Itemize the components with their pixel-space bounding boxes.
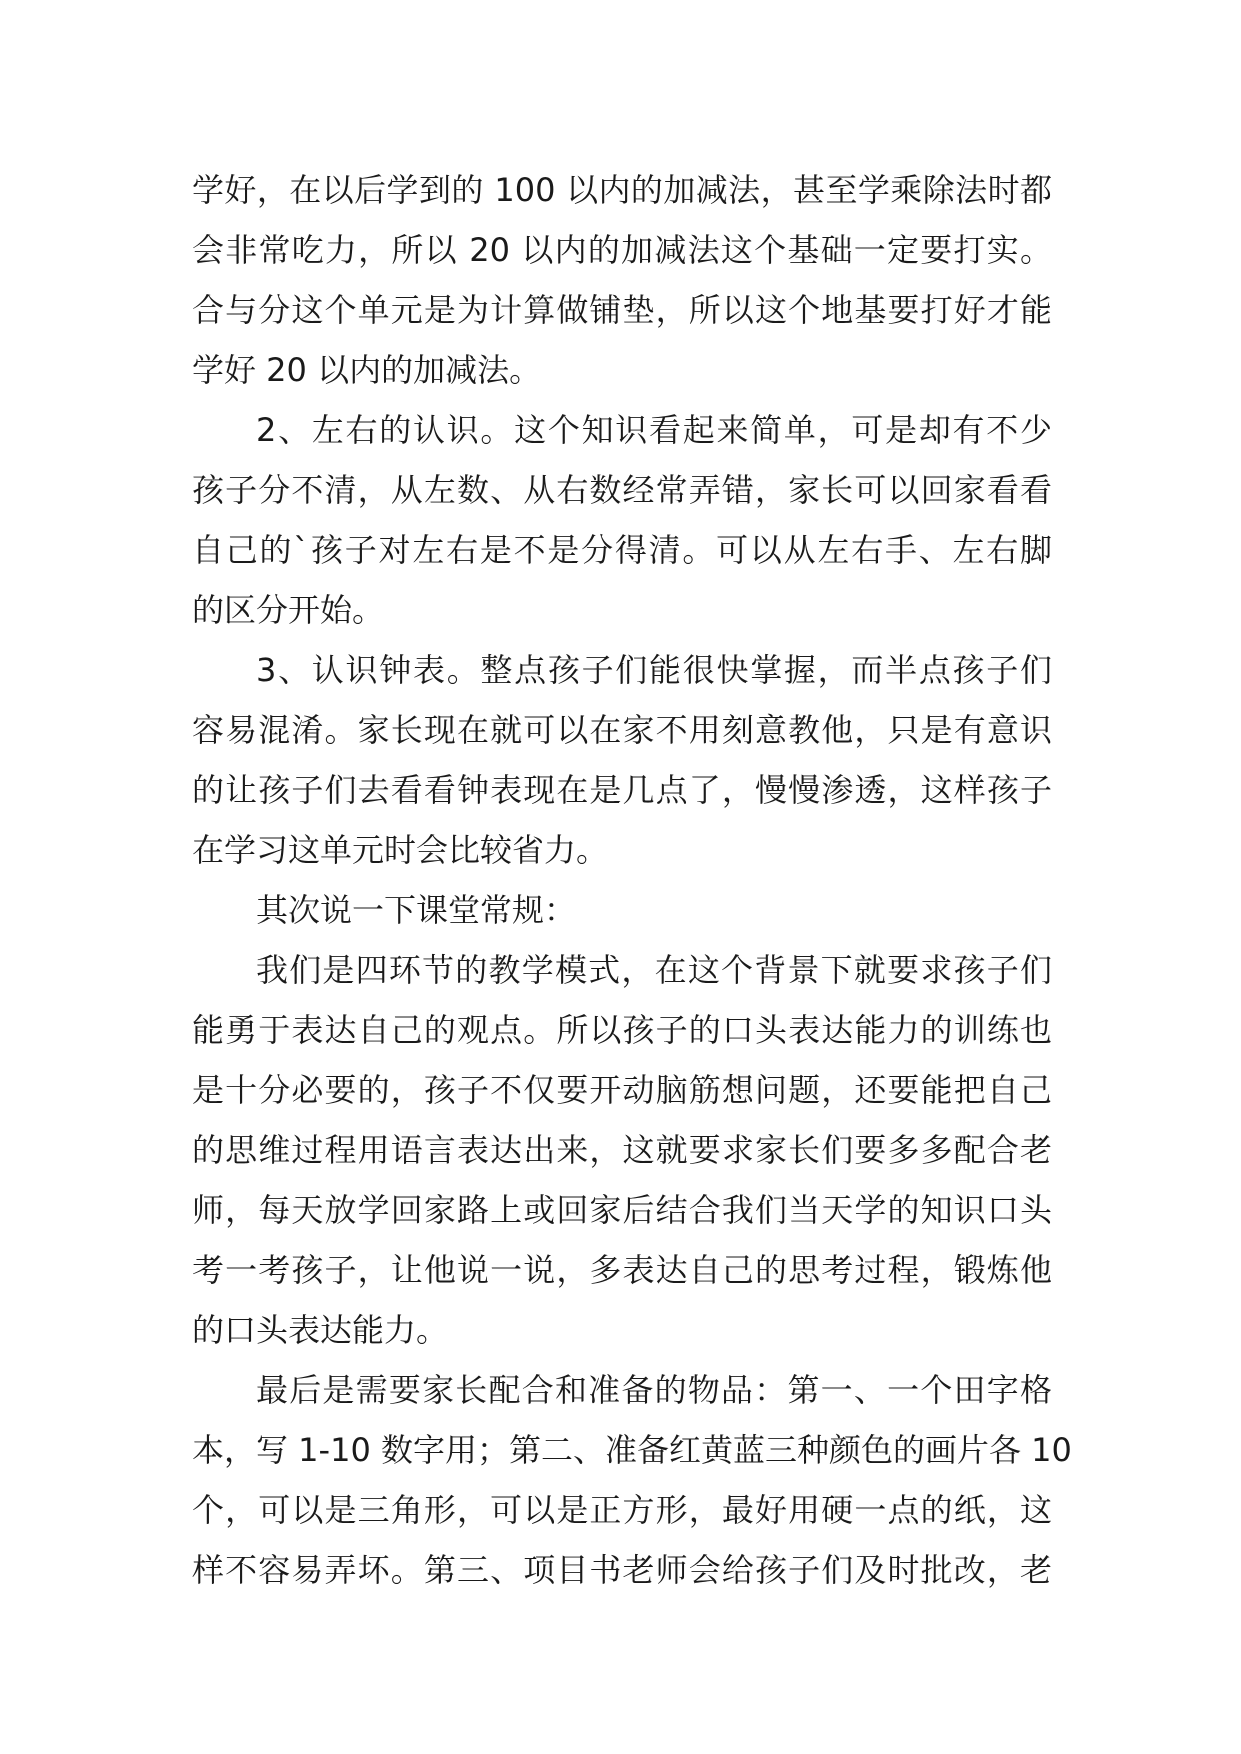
- text-line: 容易混淆。家长现在就可以在家不用刻意教他，只是有意识: [192, 711, 1052, 749]
- text-line: 自己的`孩子对左右是不是分得清。可以从左右手、左右脚: [192, 531, 1052, 569]
- text-line: 的区分开始。: [192, 591, 385, 629]
- text-line: 2、左右的认识。这个知识看起来简单，可是却有不少: [256, 411, 1052, 449]
- document-body: [192, 160, 1072, 1600]
- text-line: 在学习这单元时会比较省力。: [192, 831, 609, 869]
- text-line: 会非常吃力，所以 20 以内的加减法这个基础一定要打实。: [192, 231, 1052, 269]
- text-line: 其次说一下课堂常规：: [256, 891, 577, 929]
- text-line: 合与分这个单元是为计算做铺垫，所以这个地基要打好才能: [192, 291, 1052, 329]
- text-line: 个，可以是三角形，可以是正方形，最好用硬一点的纸，这: [192, 1491, 1052, 1529]
- text-line: 学好，在以后学到的 100 以内的加减法，甚至学乘除法时都: [192, 171, 1052, 209]
- text-line: 的口头表达能力。: [192, 1311, 449, 1349]
- text-line: 学好 20 以内的加减法。: [192, 351, 542, 389]
- text-line: 是十分必要的，孩子不仅要开动脑筋想问题，还要能把自己: [192, 1071, 1052, 1109]
- text-line: 能勇于表达自己的观点。所以孩子的口头表达能力的训练也: [192, 1011, 1052, 1049]
- text-line: 最后是需要家长配合和准备的物品：第一、一个田字格: [256, 1371, 1052, 1409]
- text-line: 考一考孩子，让他说一说，多表达自己的思考过程，锻炼他: [192, 1251, 1052, 1289]
- text-line: 样不容易弄坏。第三、项目书老师会给孩子们及时批改，老: [192, 1551, 1052, 1589]
- text-line: 的让孩子们去看看钟表现在是几点了，慢慢渗透，这样孩子: [192, 771, 1052, 809]
- text-line: 师，每天放学回家路上或回家后结合我们当天学的知识口头: [192, 1191, 1052, 1229]
- text-line: 我们是四环节的教学模式，在这个背景下就要求孩子们: [256, 951, 1052, 989]
- text-line: 的思维过程用语言表达出来，这就要求家长们要多多配合老: [192, 1131, 1052, 1169]
- text-line: 本，写 1-10 数字用；第二、准备红黄蓝三种颜色的画片各 10: [192, 1431, 1072, 1469]
- text-line: 孩子分不清，从左数、从右数经常弄错，家长可以回家看看: [192, 471, 1052, 509]
- text-line: 3、认识钟表。整点孩子们能很快掌握，而半点孩子们: [256, 651, 1052, 689]
